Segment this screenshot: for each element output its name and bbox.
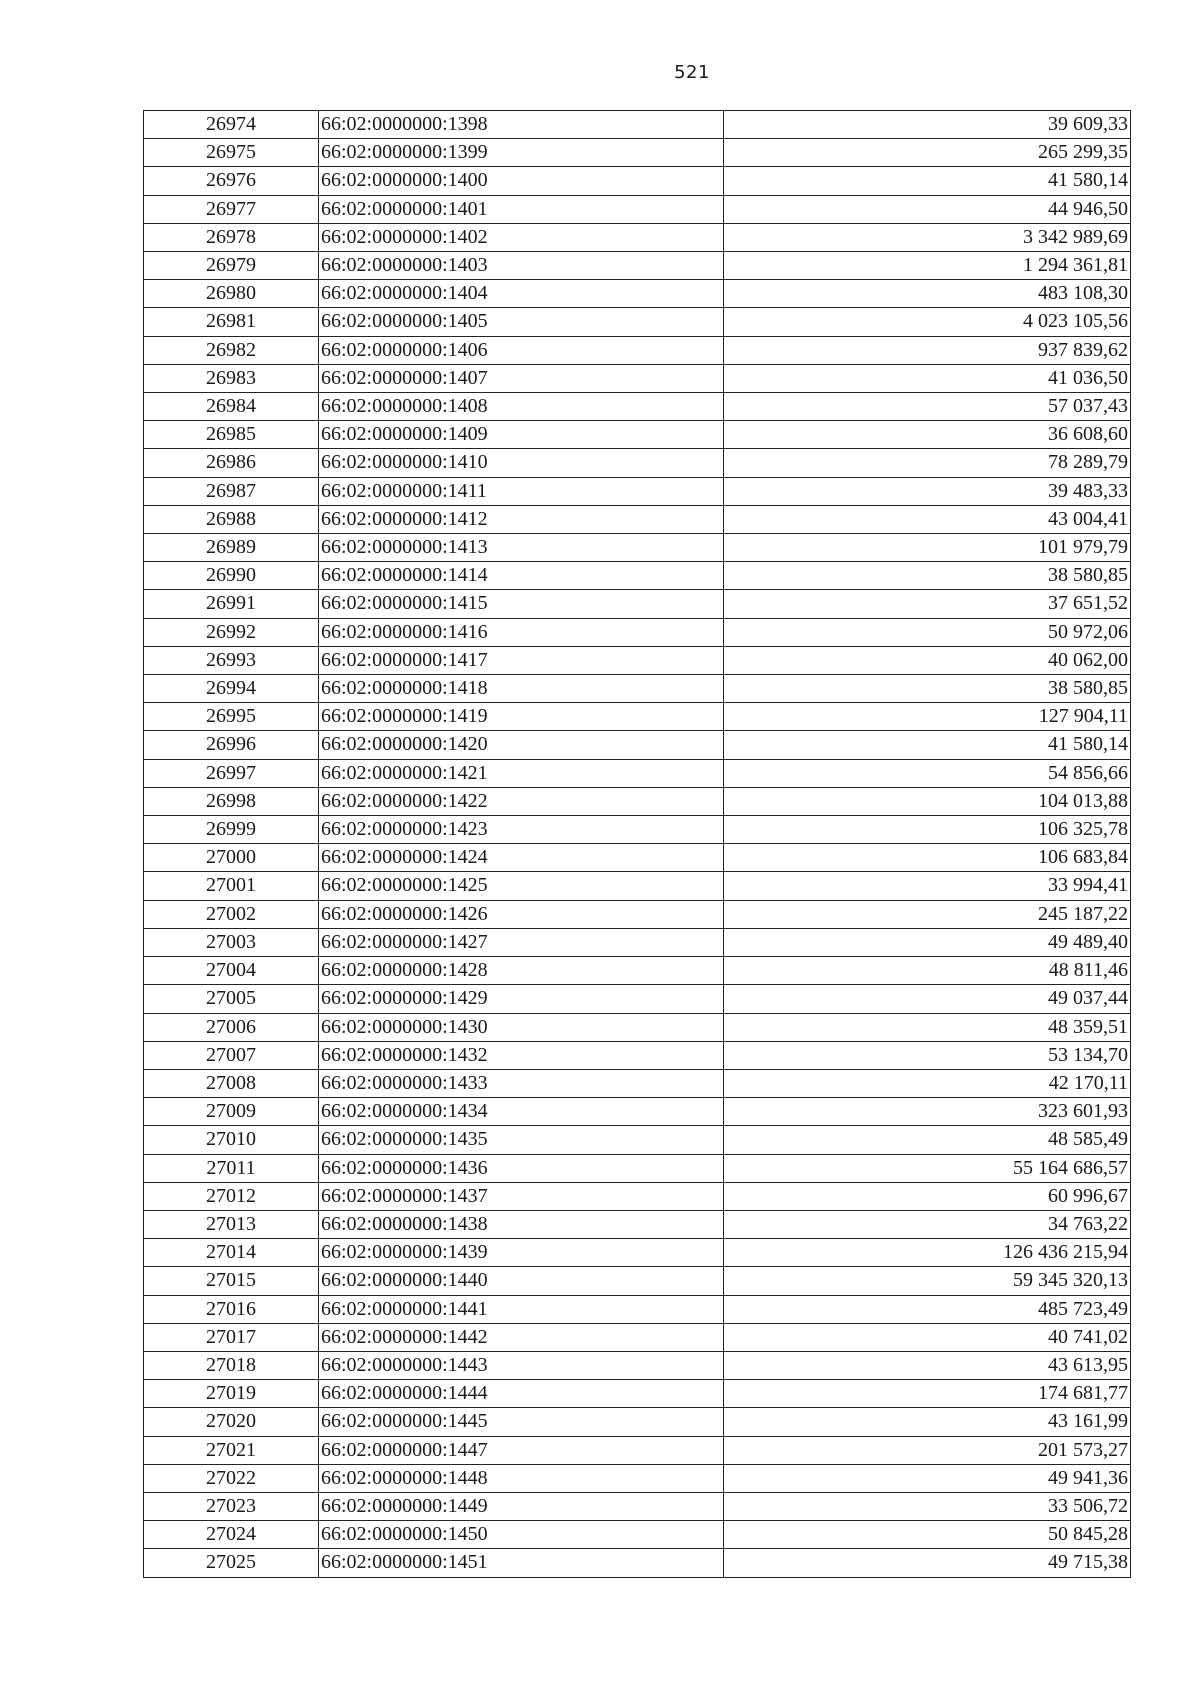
cadastral-value-cell: 265 299,35	[724, 139, 1131, 167]
cadastral-value-cell: 78 289,79	[724, 449, 1131, 477]
cadastral-value-cell: 43 613,95	[724, 1351, 1131, 1379]
cadastral-number-cell: 66:02:0000000:1399	[319, 139, 724, 167]
table-row	[144, 816, 1131, 844]
row-number-cell: 26983	[144, 364, 319, 392]
cadastral-value-cell: 49 037,44	[724, 985, 1131, 1013]
cadastral-number-cell: 66:02:0000000:1443	[319, 1351, 724, 1379]
row-number-cell: 26988	[144, 505, 319, 533]
table-row	[144, 759, 1131, 787]
table-row	[144, 336, 1131, 364]
cadastral-value-cell: 106 325,78	[724, 816, 1131, 844]
cadastral-value-cell: 485 723,49	[724, 1295, 1131, 1323]
row-number-cell: 26982	[144, 336, 319, 364]
cadastral-value-cell: 38 580,85	[724, 675, 1131, 703]
cadastral-value-cell: 39 609,33	[724, 111, 1131, 139]
row-number-cell: 27016	[144, 1295, 319, 1323]
table-row	[144, 928, 1131, 956]
cadastral-number-cell: 66:02:0000000:1420	[319, 731, 724, 759]
cadastral-value-cell: 50 845,28	[724, 1521, 1131, 1549]
table-row	[144, 1295, 1131, 1323]
table-row	[144, 534, 1131, 562]
row-number-cell: 27010	[144, 1126, 319, 1154]
cadastral-number-cell: 66:02:0000000:1412	[319, 505, 724, 533]
table-row	[144, 1069, 1131, 1097]
cadastral-value-cell: 126 436 215,94	[724, 1239, 1131, 1267]
row-number-cell: 27012	[144, 1182, 319, 1210]
row-number-cell: 26986	[144, 449, 319, 477]
cadastral-number-cell: 66:02:0000000:1429	[319, 985, 724, 1013]
cadastral-value-cell: 41 580,14	[724, 731, 1131, 759]
row-number-cell: 26976	[144, 167, 319, 195]
cadastral-number-cell: 66:02:0000000:1402	[319, 223, 724, 251]
table-row	[144, 1323, 1131, 1351]
table-row	[144, 985, 1131, 1013]
cadastral-value-cell: 104 013,88	[724, 787, 1131, 815]
cadastral-number-cell: 66:02:0000000:1441	[319, 1295, 724, 1323]
cadastral-number-cell: 66:02:0000000:1416	[319, 618, 724, 646]
cadastral-value-cell: 48 585,49	[724, 1126, 1131, 1154]
row-number-cell: 27018	[144, 1351, 319, 1379]
table-row	[144, 195, 1131, 223]
table-row	[144, 111, 1131, 139]
table-row	[144, 1380, 1131, 1408]
cadastral-value-cell: 42 170,11	[724, 1069, 1131, 1097]
row-number-cell: 27022	[144, 1464, 319, 1492]
row-number-cell: 27011	[144, 1154, 319, 1182]
row-number-cell: 26992	[144, 618, 319, 646]
row-number-cell: 27007	[144, 1041, 319, 1069]
cadastral-number-cell: 66:02:0000000:1435	[319, 1126, 724, 1154]
table-row	[144, 562, 1131, 590]
cadastral-value-cell: 53 134,70	[724, 1041, 1131, 1069]
cadastral-number-cell: 66:02:0000000:1434	[319, 1098, 724, 1126]
cadastral-number-cell: 66:02:0000000:1432	[319, 1041, 724, 1069]
table-row	[144, 449, 1131, 477]
cadastral-number-cell: 66:02:0000000:1404	[319, 280, 724, 308]
table-row	[144, 505, 1131, 533]
table-row	[144, 252, 1131, 280]
cadastral-number-cell: 66:02:0000000:1445	[319, 1408, 724, 1436]
table-row	[144, 590, 1131, 618]
row-number-cell: 27014	[144, 1239, 319, 1267]
row-number-cell: 26993	[144, 646, 319, 674]
cadastral-number-cell: 66:02:0000000:1400	[319, 167, 724, 195]
table-row	[144, 364, 1131, 392]
cadastral-value-cell: 40 062,00	[724, 646, 1131, 674]
table-row	[144, 900, 1131, 928]
row-number-cell: 27008	[144, 1069, 319, 1097]
table-row	[144, 1464, 1131, 1492]
table-row	[144, 872, 1131, 900]
cadastral-number-cell: 66:02:0000000:1411	[319, 477, 724, 505]
table-row	[144, 1521, 1131, 1549]
table-row	[144, 1154, 1131, 1182]
table-row	[144, 1182, 1131, 1210]
cadastral-number-cell: 66:02:0000000:1414	[319, 562, 724, 590]
cadastral-number-cell: 66:02:0000000:1428	[319, 957, 724, 985]
row-number-cell: 27005	[144, 985, 319, 1013]
row-number-cell: 26985	[144, 421, 319, 449]
cadastral-value-cell: 174 681,77	[724, 1380, 1131, 1408]
row-number-cell: 26981	[144, 308, 319, 336]
row-number-cell: 26994	[144, 675, 319, 703]
page-number: 521	[674, 62, 710, 83]
table-row	[144, 167, 1131, 195]
table-row	[144, 787, 1131, 815]
row-number-cell: 27003	[144, 928, 319, 956]
cadastral-value-cell: 43 004,41	[724, 505, 1131, 533]
row-number-cell: 26977	[144, 195, 319, 223]
row-number-cell: 26989	[144, 534, 319, 562]
cadastral-number-cell: 66:02:0000000:1423	[319, 816, 724, 844]
cadastral-value-cell: 50 972,06	[724, 618, 1131, 646]
cadastral-number-cell: 66:02:0000000:1427	[319, 928, 724, 956]
cadastral-value-cell: 40 741,02	[724, 1323, 1131, 1351]
row-number-cell: 27023	[144, 1492, 319, 1520]
cadastral-value-cell: 49 715,38	[724, 1549, 1131, 1577]
cadastral-value-cell: 201 573,27	[724, 1436, 1131, 1464]
cadastral-number-cell: 66:02:0000000:1447	[319, 1436, 724, 1464]
cadastral-value-cell: 49 941,36	[724, 1464, 1131, 1492]
cadastral-value-cell: 39 483,33	[724, 477, 1131, 505]
cadastral-value-cell: 43 161,99	[724, 1408, 1131, 1436]
row-number-cell: 27000	[144, 844, 319, 872]
cadastral-number-cell: 66:02:0000000:1418	[319, 675, 724, 703]
cadastral-value-cell: 36 608,60	[724, 421, 1131, 449]
table-row	[144, 308, 1131, 336]
row-number-cell: 26987	[144, 477, 319, 505]
cadastral-number-cell: 66:02:0000000:1422	[319, 787, 724, 815]
row-number-cell: 27002	[144, 900, 319, 928]
cadastral-number-cell: 66:02:0000000:1417	[319, 646, 724, 674]
cadastral-value-cell: 106 683,84	[724, 844, 1131, 872]
table-row	[144, 703, 1131, 731]
cadastral-value-cell: 55 164 686,57	[724, 1154, 1131, 1182]
row-number-cell: 27019	[144, 1380, 319, 1408]
cadastral-number-cell: 66:02:0000000:1444	[319, 1380, 724, 1408]
cadastral-number-cell: 66:02:0000000:1403	[319, 252, 724, 280]
table-row	[144, 1126, 1131, 1154]
cadastral-value-cell: 41 036,50	[724, 364, 1131, 392]
row-number-cell: 27004	[144, 957, 319, 985]
table-row	[144, 1041, 1131, 1069]
table-row	[144, 139, 1131, 167]
cadastral-number-cell: 66:02:0000000:1425	[319, 872, 724, 900]
table-row	[144, 646, 1131, 674]
row-number-cell: 27021	[144, 1436, 319, 1464]
cadastral-number-cell: 66:02:0000000:1426	[319, 900, 724, 928]
table-row	[144, 1239, 1131, 1267]
cadastral-value-cell: 101 979,79	[724, 534, 1131, 562]
cadastral-number-cell: 66:02:0000000:1398	[319, 111, 724, 139]
cadastral-number-cell: 66:02:0000000:1451	[319, 1549, 724, 1577]
cadastral-value-cell: 48 359,51	[724, 1013, 1131, 1041]
cadastral-number-cell: 66:02:0000000:1424	[319, 844, 724, 872]
table-row	[144, 957, 1131, 985]
cadastral-number-cell: 66:02:0000000:1448	[319, 1464, 724, 1492]
cadastral-value-cell: 33 506,72	[724, 1492, 1131, 1520]
cadastral-number-cell: 66:02:0000000:1439	[319, 1239, 724, 1267]
cadastral-value-cell: 34 763,22	[724, 1210, 1131, 1238]
registry-table-body	[144, 111, 1131, 1578]
cadastral-value-cell: 483 108,30	[724, 280, 1131, 308]
table-row	[144, 477, 1131, 505]
cadastral-value-cell: 3 342 989,69	[724, 223, 1131, 251]
row-number-cell: 27013	[144, 1210, 319, 1238]
row-number-cell: 27024	[144, 1521, 319, 1549]
cadastral-value-cell: 323 601,93	[724, 1098, 1131, 1126]
row-number-cell: 26996	[144, 731, 319, 759]
cadastral-value-cell: 38 580,85	[724, 562, 1131, 590]
cadastral-number-cell: 66:02:0000000:1430	[319, 1013, 724, 1041]
cadastral-number-cell: 66:02:0000000:1450	[319, 1521, 724, 1549]
table-row	[144, 280, 1131, 308]
table-row	[144, 1013, 1131, 1041]
row-number-cell: 26984	[144, 393, 319, 421]
cadastral-value-cell: 60 996,67	[724, 1182, 1131, 1210]
table-row	[144, 618, 1131, 646]
cadastral-value-cell: 245 187,22	[724, 900, 1131, 928]
cadastral-value-cell: 44 946,50	[724, 195, 1131, 223]
cadastral-number-cell: 66:02:0000000:1421	[319, 759, 724, 787]
row-number-cell: 26975	[144, 139, 319, 167]
row-number-cell: 26979	[144, 252, 319, 280]
cadastral-number-cell: 66:02:0000000:1438	[319, 1210, 724, 1238]
cadastral-number-cell: 66:02:0000000:1410	[319, 449, 724, 477]
row-number-cell: 26995	[144, 703, 319, 731]
cadastral-value-cell: 59 345 320,13	[724, 1267, 1131, 1295]
cadastral-value-cell: 33 994,41	[724, 872, 1131, 900]
table-row	[144, 844, 1131, 872]
table-row	[144, 1351, 1131, 1379]
cadastral-value-cell: 127 904,11	[724, 703, 1131, 731]
row-number-cell: 27006	[144, 1013, 319, 1041]
table-row	[144, 1210, 1131, 1238]
row-number-cell: 26998	[144, 787, 319, 815]
table-row	[144, 1549, 1131, 1577]
cadastral-number-cell: 66:02:0000000:1433	[319, 1069, 724, 1097]
table-row	[144, 1098, 1131, 1126]
cadastral-number-cell: 66:02:0000000:1409	[319, 421, 724, 449]
table-row	[144, 393, 1131, 421]
cadastral-value-cell: 41 580,14	[724, 167, 1131, 195]
row-number-cell: 27001	[144, 872, 319, 900]
cadastral-value-cell: 49 489,40	[724, 928, 1131, 956]
table-row	[144, 1436, 1131, 1464]
cadastral-value-cell: 54 856,66	[724, 759, 1131, 787]
table-row	[144, 223, 1131, 251]
cadastral-value-cell: 4 023 105,56	[724, 308, 1131, 336]
row-number-cell: 26980	[144, 280, 319, 308]
cadastral-number-cell: 66:02:0000000:1413	[319, 534, 724, 562]
table-row	[144, 675, 1131, 703]
row-number-cell: 27017	[144, 1323, 319, 1351]
table-row	[144, 1267, 1131, 1295]
row-number-cell: 26997	[144, 759, 319, 787]
row-number-cell: 26991	[144, 590, 319, 618]
cadastral-value-cell: 37 651,52	[724, 590, 1131, 618]
cadastral-value-cell: 57 037,43	[724, 393, 1131, 421]
row-number-cell: 26978	[144, 223, 319, 251]
cadastral-number-cell: 66:02:0000000:1406	[319, 336, 724, 364]
cadastral-number-cell: 66:02:0000000:1405	[319, 308, 724, 336]
cadastral-value-cell: 937 839,62	[724, 336, 1131, 364]
cadastral-number-cell: 66:02:0000000:1440	[319, 1267, 724, 1295]
table-row	[144, 731, 1131, 759]
row-number-cell: 27020	[144, 1408, 319, 1436]
row-number-cell: 26974	[144, 111, 319, 139]
row-number-cell: 27009	[144, 1098, 319, 1126]
cadastral-number-cell: 66:02:0000000:1408	[319, 393, 724, 421]
cadastral-number-cell: 66:02:0000000:1415	[319, 590, 724, 618]
cadastral-number-cell: 66:02:0000000:1436	[319, 1154, 724, 1182]
cadastral-value-cell: 48 811,46	[724, 957, 1131, 985]
cadastral-number-cell: 66:02:0000000:1437	[319, 1182, 724, 1210]
cadastral-value-cell: 1 294 361,81	[724, 252, 1131, 280]
cadastral-number-cell: 66:02:0000000:1449	[319, 1492, 724, 1520]
cadastral-number-cell: 66:02:0000000:1407	[319, 364, 724, 392]
table-row	[144, 1408, 1131, 1436]
row-number-cell: 27025	[144, 1549, 319, 1577]
row-number-cell: 26999	[144, 816, 319, 844]
table-row	[144, 421, 1131, 449]
registry-table	[143, 110, 1131, 1578]
row-number-cell: 26990	[144, 562, 319, 590]
table-row	[144, 1492, 1131, 1520]
cadastral-number-cell: 66:02:0000000:1401	[319, 195, 724, 223]
cadastral-number-cell: 66:02:0000000:1419	[319, 703, 724, 731]
cadastral-number-cell: 66:02:0000000:1442	[319, 1323, 724, 1351]
row-number-cell: 27015	[144, 1267, 319, 1295]
